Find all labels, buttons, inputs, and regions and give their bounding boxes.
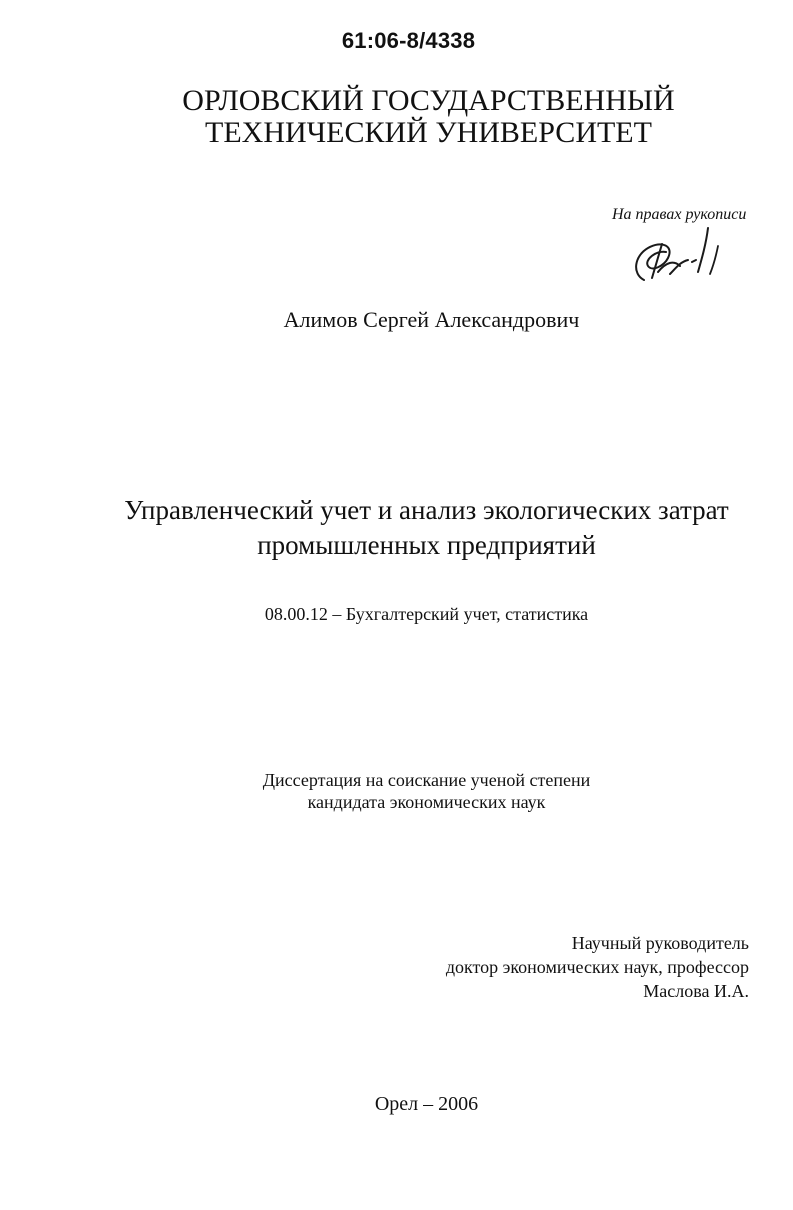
university-name-line1: ОРЛОВСКИЙ ГОСУДАРСТВЕННЫЙ [182,84,675,117]
thesis-title-line1: Управленческий учет и анализ экологических затрат [124,495,729,525]
place-and-year: Орел – 2006 [374,1093,479,1115]
university-name-line2: ТЕХНИЧЕСКИЙ УНИВЕРСИТЕТ [205,116,652,149]
manuscript-note: На правах рукописи [612,206,747,223]
supervisor-name: Маслова И.А. [643,981,749,1001]
handwritten-signature [622,222,732,288]
supervisor-credentials: доктор экономических наук, профессор [445,957,749,977]
degree-line1: Диссертация на соискание ученой степени [262,770,591,790]
degree-line2: кандидата экономических наук [307,792,546,812]
thesis-title-line2: промышленных предприятий [257,530,596,560]
archive-stamp: 61:06-8/4338 [341,28,476,53]
author-name: Алимов Сергей Александрович [283,307,580,332]
supervisor-role: Научный руководитель [571,933,749,953]
specialty-code: 08.00.12 – Бухгалтерский учет, статистика [264,604,589,624]
